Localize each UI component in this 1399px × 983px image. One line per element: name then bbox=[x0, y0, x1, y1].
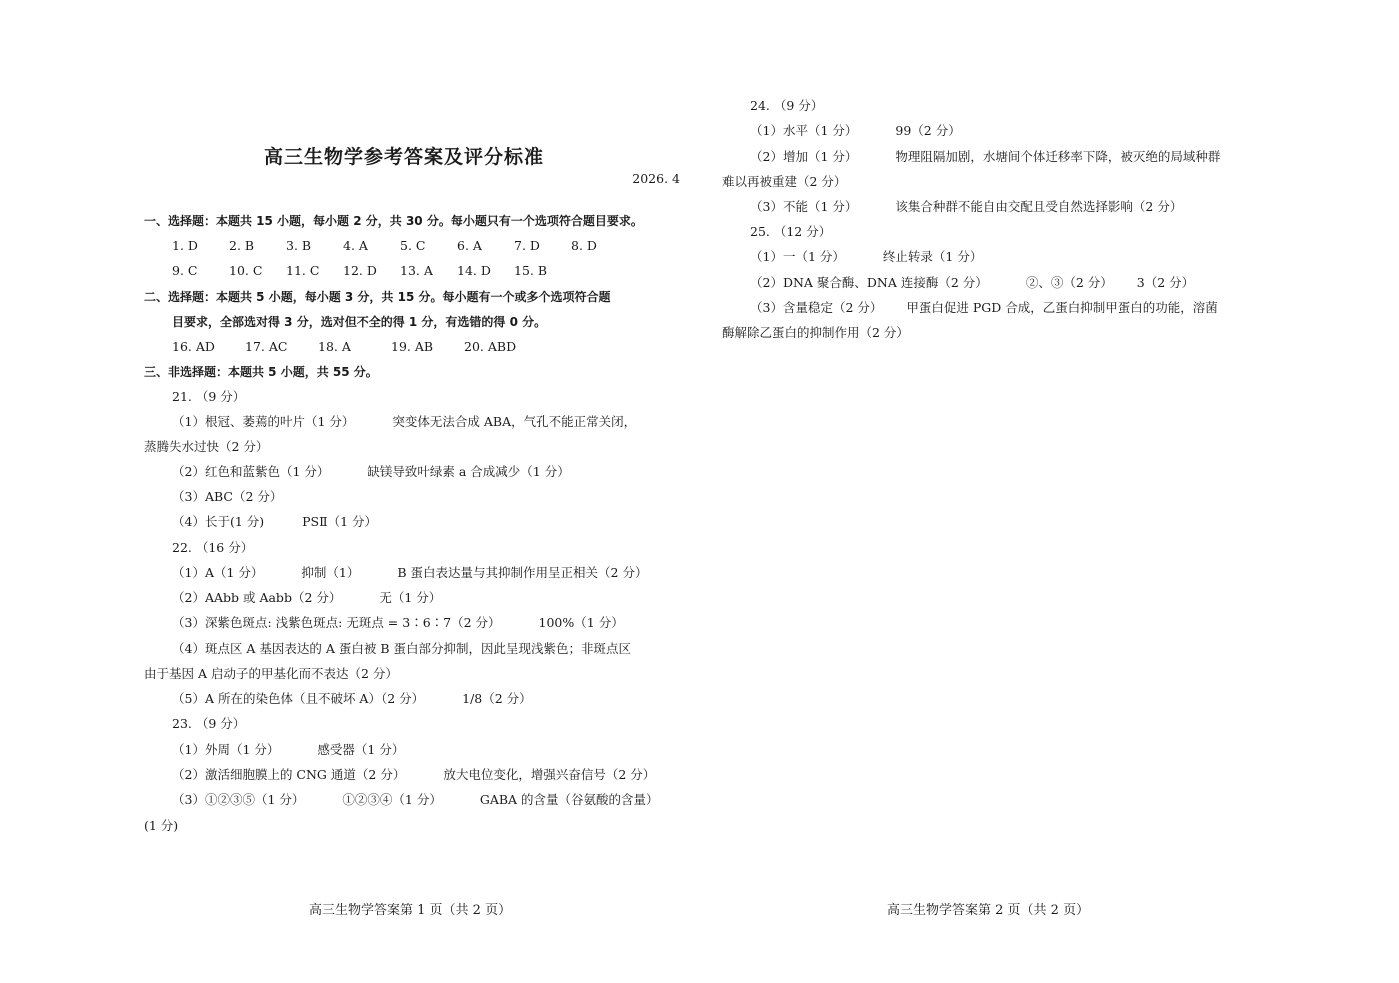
answer-text: （2）AAbb 或 Aabb（2 分） bbox=[172, 590, 342, 605]
answer-text: （3）①②③⑤（1 分） bbox=[172, 792, 305, 807]
answer-text: 该集合种群不能自由交配且受自然选择影响（2 分） bbox=[895, 199, 1183, 214]
document-title: 高三生物学参考答案及评分标准 bbox=[264, 146, 545, 168]
answer-text: 缺镁导致叶绿素 a 合成减少（1 分） bbox=[367, 464, 570, 479]
answer-item: 18. A bbox=[318, 339, 351, 354]
answer-item: 12. D bbox=[343, 263, 377, 278]
q24-part-1 bbox=[750, 123, 961, 139]
q24-part-2 bbox=[750, 149, 1220, 165]
answer-item: 19. AB bbox=[391, 339, 434, 354]
answer-text: （2）激活细胞膜上的 CNG 通道（2 分） bbox=[172, 767, 406, 782]
q24-part-2-cont: 难以再被重建（2 分） bbox=[722, 174, 847, 189]
document-date: 2026. 4 bbox=[632, 171, 680, 186]
answer-text: 3（2 分） bbox=[1136, 275, 1195, 290]
answer-item: 14. D bbox=[457, 263, 491, 278]
q22-part-3 bbox=[172, 615, 624, 631]
section-1-answers-row-2 bbox=[172, 263, 571, 278]
question-23-header: 23. （9 分） bbox=[172, 716, 246, 731]
answer-item: 16. AD bbox=[172, 339, 215, 354]
q25-part-3-cont: 酶解除乙蛋白的抑制作用（2 分） bbox=[722, 325, 909, 340]
answer-text: 突变体无法合成 ABA，气孔不能正常关闭， bbox=[392, 414, 637, 429]
answer-item: 3. B bbox=[286, 238, 312, 253]
answer-text: （3）不能（1 分） bbox=[750, 199, 858, 214]
answer-text: 感受器（1 分） bbox=[317, 742, 405, 757]
answer-text: （1）A（1 分） bbox=[172, 565, 264, 580]
section-1-answers-row-1 bbox=[172, 238, 628, 253]
q21-part-1 bbox=[172, 414, 636, 430]
answer-item: 6. A bbox=[457, 238, 482, 253]
q22-part-1 bbox=[172, 565, 647, 581]
question-21-header: 21. （9 分） bbox=[172, 389, 246, 404]
question-25-header: 25. （12 分） bbox=[750, 224, 832, 239]
answer-text: （4）长于(1 分) bbox=[172, 514, 265, 529]
q22-part-2 bbox=[172, 590, 441, 606]
answer-text: GABA 的含量（谷氨酸的含量） bbox=[479, 792, 659, 807]
answer-item: 17. AC bbox=[245, 339, 288, 354]
answer-text: （2）增加（1 分） bbox=[750, 149, 858, 164]
answer-text: （1）一（1 分） bbox=[750, 249, 845, 264]
answer-item: 8. D bbox=[571, 238, 597, 253]
question-22-header: 22. （16 分） bbox=[172, 540, 254, 555]
answer-text: （1）外周（1 分） bbox=[172, 742, 280, 757]
answer-text: B 蛋白表达量与其抑制作用呈正相关（2 分） bbox=[397, 565, 648, 580]
answer-text: 无（1 分） bbox=[379, 590, 442, 605]
q25-part-3 bbox=[750, 300, 1218, 316]
answer-item: 20. ABD bbox=[464, 339, 517, 354]
q25-part-1 bbox=[750, 249, 982, 265]
answer-text: （1）根冠、萎蔫的叶片（1 分） bbox=[172, 414, 355, 429]
answer-item: 7. D bbox=[514, 238, 540, 253]
answer-text: 99（2 分） bbox=[895, 123, 961, 138]
answer-item: 13. A bbox=[400, 263, 433, 278]
answer-text: 放大电位变化，增强兴奋信号（2 分） bbox=[443, 767, 656, 782]
answer-item: 4. A bbox=[343, 238, 368, 253]
section-3-header: 三、非选择题：本题共 5 小题，共 55 分。 bbox=[144, 365, 378, 379]
q22-part-4: （4）斑点区 A 基因表达的 A 蛋白被 B 蛋白部分抑制，因此呈现浅紫色；非斑点区 bbox=[172, 641, 632, 656]
answer-item: 9. C bbox=[172, 263, 198, 278]
q22-part-4-cont: 由于基因 A 启动子的甲基化而不表达（2 分） bbox=[144, 666, 398, 681]
answer-text: 抑制（1） bbox=[301, 565, 360, 580]
answer-item: 10. C bbox=[229, 263, 263, 278]
q23-part-1 bbox=[172, 742, 404, 758]
page-2-footer: 高三生物学答案第 2 页（共 2 页） bbox=[887, 903, 1090, 918]
q23-part-3-cont: (1 分) bbox=[144, 818, 179, 833]
q22-part-5 bbox=[172, 691, 532, 707]
answer-text: （2）DNA 聚合酶、DNA 连接酶（2 分） bbox=[750, 275, 988, 290]
answer-item: 2. B bbox=[229, 238, 255, 253]
answer-text: （3）深紫色斑点: 浅紫色斑点: 无斑点 = 3∶6∶7（2 分） bbox=[172, 615, 501, 630]
page-1-footer: 高三生物学答案第 1 页（共 2 页） bbox=[309, 903, 512, 918]
answer-text: ②、③（2 分） bbox=[1025, 275, 1113, 290]
answer-text: （2）红色和蓝紫色（1 分） bbox=[172, 464, 330, 479]
answer-text: 100%（1 分） bbox=[538, 615, 624, 630]
answer-text: ①②③④（1 分） bbox=[342, 792, 442, 807]
q23-part-2 bbox=[172, 767, 655, 783]
q23-part-3 bbox=[172, 792, 659, 808]
section-2-header: 二、选择题：本题共 5 小题，每小题 3 分，共 15 分。每小题有一个或多个选项符合题 bbox=[144, 290, 611, 304]
answer-text: 甲蛋白促进 PGD 合成，乙蛋白抑制甲蛋白的功能，溶菌 bbox=[906, 300, 1218, 315]
answer-item: 11. C bbox=[286, 263, 320, 278]
section-2-header-cont: 目要求，全部选对得 3 分，选对但不全的得 1 分，有选错的得 0 分。 bbox=[172, 315, 547, 329]
answer-text: （1）水平（1 分） bbox=[750, 123, 858, 138]
q21-part-2 bbox=[172, 464, 570, 480]
answer-text: 物理阻隔加剧，水塘间个体迁移率下降，被灭绝的局域种群 bbox=[895, 149, 1221, 164]
answer-item: 15. B bbox=[514, 263, 548, 278]
question-24-header: 24. （9 分） bbox=[750, 98, 824, 113]
answer-text: PSⅡ（1 分） bbox=[302, 514, 378, 529]
q21-part-1-cont: 蒸腾失水过快（2 分） bbox=[144, 439, 269, 454]
answer-text: 终止转录（1 分） bbox=[882, 249, 983, 264]
q25-part-2 bbox=[750, 275, 1194, 291]
answer-text: 1/8（2 分） bbox=[462, 691, 532, 706]
answer-item: 1. D bbox=[172, 238, 198, 253]
q21-part-4 bbox=[172, 514, 377, 530]
section-2-answers bbox=[172, 339, 537, 354]
q24-part-3 bbox=[750, 199, 1182, 215]
answer-text: （5）A 所在的染色体（且不破坏 A）（2 分） bbox=[172, 691, 425, 706]
section-1-header: 一、选择题：本题共 15 小题，每小题 2 分，共 30 分。每小题只有一个选项符合题目要求。 bbox=[144, 214, 643, 228]
answer-text: （3）含量稳定（2 分） bbox=[750, 300, 883, 315]
answer-item: 5. C bbox=[400, 238, 426, 253]
q21-part-3: （3）ABC（2 分） bbox=[172, 489, 283, 504]
